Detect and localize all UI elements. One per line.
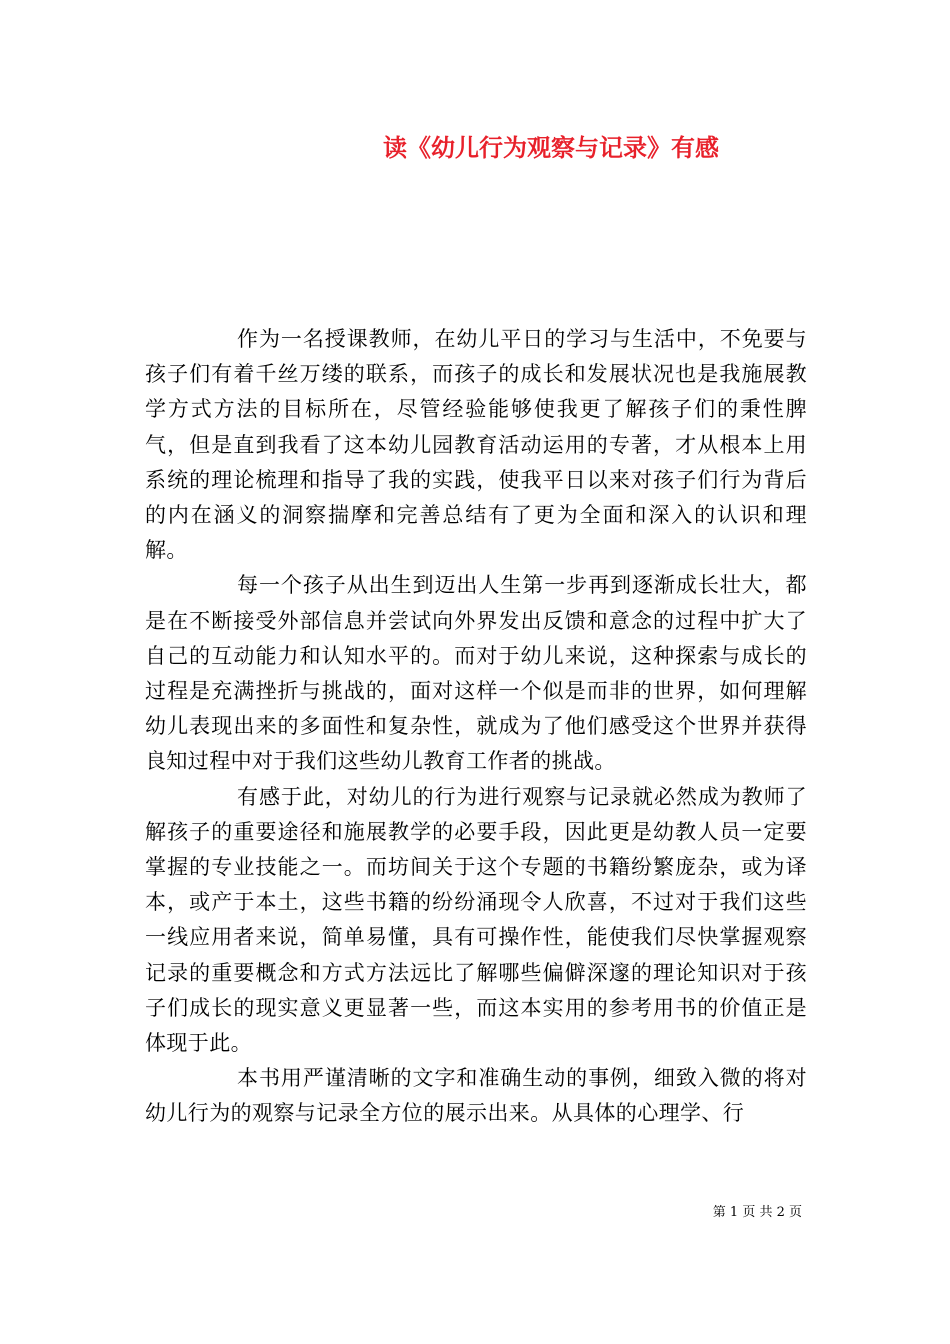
paragraph-2: 每一个孩子从出生到迈出人生第一步再到逐渐成长壮大，都是在不断接受外部信息并尝试向外界发出反馈和意念的过程中扩大了自己的互动能力和认知水平的。而对于幼儿来说，这种探索与成长的过程是充满挫折与挑战的，面对这样一个似是而非的世界，如何理解幼儿表现出来的多面性和复杂性，就成为了他们感受这个世界并获得良知过程中对于我们这些幼儿教育工作者的挑战。 (145, 573, 807, 774)
paragraph-1: 作为一名授课教师，在幼儿平日的学习与生活中，不免要与孩子们有着千丝万缕的联系，而孩子的成长和发展状况也是我施展教学方式方法的目标所在，尽管经验能够使我更了解孩子们的秉性脾气，但是直到我看了这本幼儿园教育活动运用的专著，才从根本上用系统的理论梳理和指导了我的实践，使我平日以来对孩子们行为背后的内在涵义的洞察揣摩和完善总结有了更为全面和深入的认识和理解。 (145, 327, 807, 563)
paragraph-4: 本书用严谨清晰的文字和准确生动的事例，细致入微的将对幼儿行为的观察与记录全方位的展示出来。从具体的心理学、行 (145, 1066, 807, 1126)
page-number-footer: 第 1 页 共 2 页 (712, 1205, 802, 1220)
document-title: 读《幼儿行为观察与记录》有感 (383, 133, 719, 162)
paragraph-3: 有感于此，对幼儿的行为进行观察与记录就必然成为教师了解孩子的重要途径和施展教学的必要手段，因此更是幼教人员一定要掌握的专业技能之一。而坊间关于这个专题的书籍纷繁庞杂，或为译本，或产于本土，这些书籍的纷纷涌现令人欣喜，不过对于我们这些一线应用者来说，简单易懂，具有可操作性，能使我们尽快掌握观察记录的重要概念和方式方法远比了解哪些偏僻深邃的理论知识对于孩子们成长的现实意义更显著一些，而这本实用的参考用书的价值正是体现于此。 (145, 784, 807, 1056)
document-body (145, 322, 807, 1132)
